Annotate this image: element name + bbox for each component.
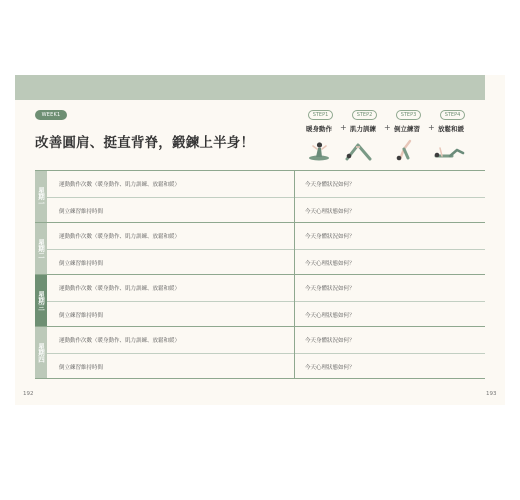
page-number-right: 193 [486, 391, 497, 397]
table-row [47, 223, 485, 249]
step1-pill: STEP1 [308, 110, 333, 120]
exercise-count-prompt: 運動動作次數（暖身動作、肌力訓練、放鬆和緩） [59, 338, 181, 344]
exercise-count-prompt: 運動動作次數（暖身動作、肌力訓練、放鬆和緩） [59, 234, 181, 240]
column-divider [294, 170, 295, 378]
table-row [47, 171, 485, 197]
step4-pill: STEP4 [440, 110, 465, 120]
downward-dog-pose-illustration [344, 139, 374, 161]
day-label: 星期四 [35, 327, 47, 378]
table-row [47, 275, 485, 301]
step2-label: 肌力訓練 [350, 125, 376, 133]
day-label: 星期二 [35, 223, 47, 274]
plus-sign: + [340, 122, 347, 132]
day-block-tuesday [35, 222, 485, 274]
body-condition-prompt: 今天身體狀況如何？ [305, 338, 355, 344]
mental-state-prompt: 今天心理狀態如何？ [305, 261, 355, 267]
headstand-prep-pose-illustration [390, 139, 420, 161]
page-title: 改善圓肩、挺直背脊，鍛鍊上半身！ [35, 135, 255, 151]
table-row [47, 353, 485, 379]
week-badge: WEEK1 [35, 110, 67, 120]
reclined-twist-pose-illustration [432, 139, 466, 161]
day-label: 星期三 [35, 275, 47, 326]
day-block-thursday [35, 326, 485, 378]
day-block-wednesday [35, 274, 485, 326]
inversion-duration-prompt: 倒立練習維持時間 [59, 261, 104, 267]
step3-pill: STEP3 [396, 110, 421, 120]
body-condition-prompt: 今天身體狀況如何？ [305, 286, 355, 292]
inversion-duration-prompt: 倒立練習維持時間 [59, 313, 104, 319]
day-label: 星期一 [35, 171, 47, 222]
table-row [47, 249, 485, 275]
seated-pose-illustration [304, 139, 334, 161]
mental-state-prompt: 今天心理狀態如何？ [305, 365, 355, 371]
plus-sign: + [428, 122, 435, 132]
inversion-duration-prompt: 倒立練習維持時間 [59, 209, 104, 215]
step1-label: 暖身動作 [306, 125, 332, 133]
page-number-left: 192 [23, 391, 34, 397]
day-block-monday [35, 170, 485, 222]
step3-label: 倒立練習 [394, 125, 420, 133]
body-condition-prompt: 今天身體狀況如何？ [305, 234, 355, 240]
mental-state-prompt: 今天心理狀態如何？ [305, 209, 355, 215]
table-row [47, 197, 485, 223]
table-row [47, 327, 485, 353]
exercise-count-prompt: 運動動作次數（暖身動作、肌力訓練、放鬆和緩） [59, 182, 181, 188]
header-band [15, 75, 485, 100]
exercise-count-prompt: 運動動作次數（暖身動作、肌力訓練、放鬆和緩） [59, 286, 181, 292]
step4-label: 放鬆和緩 [438, 125, 464, 133]
inversion-duration-prompt: 倒立練習維持時間 [59, 365, 104, 371]
body-condition-prompt: 今天身體狀況如何？ [305, 182, 355, 188]
plus-sign: + [384, 122, 391, 132]
table-bottom-rule [35, 378, 485, 379]
table-row [47, 301, 485, 327]
step2-pill: STEP2 [352, 110, 377, 120]
mental-state-prompt: 今天心理狀態如何？ [305, 313, 355, 319]
